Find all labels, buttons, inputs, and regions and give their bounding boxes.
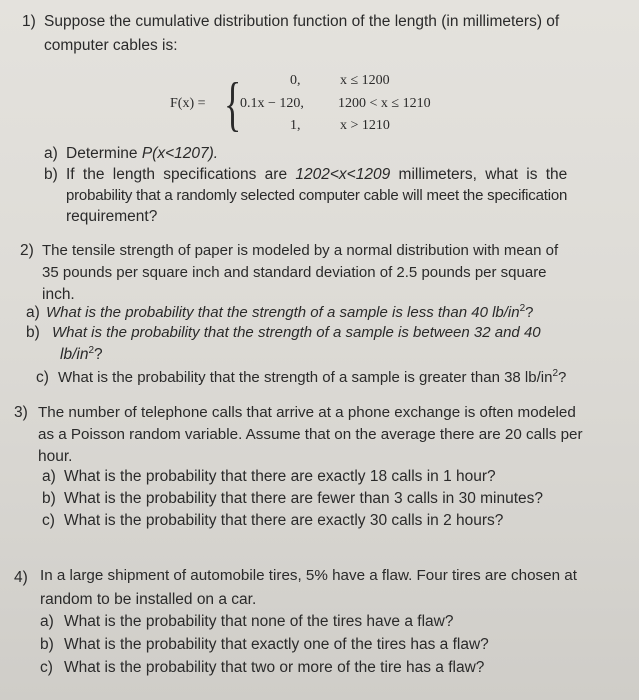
q2-number: 2): [20, 242, 34, 259]
q1b-line1-italic: 1202<x<1209: [295, 166, 391, 183]
q3c-text: What is the probability that there are exactly 30 calls in 2 hours?: [64, 512, 504, 529]
q4c-label: c): [40, 659, 53, 676]
q4-line2: random to be installed on a car.: [40, 591, 257, 608]
q1b-line3: requirement?: [66, 208, 158, 225]
q1b-label: b): [44, 166, 58, 183]
q2c-end: ?: [558, 369, 567, 386]
q2a-end: ?: [525, 304, 534, 321]
q4a-text: What is the probability that none of the tires have a flaw?: [64, 613, 454, 630]
q2a-label: a): [26, 304, 40, 321]
q3b-label: b): [42, 490, 56, 507]
q4-number: 4): [14, 569, 28, 586]
cdf-lhs: F(x) =: [170, 96, 206, 111]
q1b-line1-pre: If the length specifications are: [66, 166, 288, 183]
q2a-text-main: What is the probability that the strength of a sample is less than 40 lb/in: [46, 304, 520, 321]
q2c-label: c): [36, 369, 49, 386]
q3-line3: hour.: [38, 448, 73, 465]
q2-line3: inch.: [42, 286, 75, 303]
cdf-row2-value: 0.1x − 120,: [240, 96, 304, 111]
q2-line1: The tensile strength of paper is modeled by a normal distribution with mean of: [42, 242, 559, 259]
q3a-label: a): [42, 468, 56, 485]
q2b-end: ?: [94, 346, 103, 363]
q2b-line1-text: What is the probability that the strength of a sample is between 32 and 40: [52, 324, 541, 341]
q2b-line1: [52, 323, 541, 343]
cdf-row1-value: 0,: [290, 73, 301, 88]
q2a-text: [46, 303, 534, 323]
cdf-row3-condition: x > 1210: [340, 118, 390, 133]
q3-line1: The number of telephone calls that arrive at a phone exchange is often modeled: [38, 404, 576, 421]
q3c-label: c): [42, 512, 55, 529]
cdf-row1-condition: x ≤ 1200: [340, 73, 390, 88]
q1a-text-italic: P(x<1207).: [141, 145, 219, 162]
q4-line1: In a large shipment of automobile tires, 5% have a flaw. Four tires are chosen at: [40, 567, 577, 584]
q1-number: 1): [22, 13, 36, 30]
q3-line2: as a Poisson random variable. Assume that on the average there are 20 calls per: [38, 426, 583, 443]
q2-line2: 35 pounds per square inch and standard deviation of 2.5 pounds per square: [42, 264, 547, 281]
q2c-sup: 2: [552, 368, 559, 379]
q3b-text: What is the probability that there are fewer than 3 calls in 30 minutes?: [64, 490, 544, 507]
q4b-text: What is the probability that exactly one of the tires has a flaw?: [64, 636, 489, 653]
q1a-label: a): [44, 145, 58, 162]
q3-number: 3): [14, 404, 28, 421]
q2a-sup: 2: [519, 303, 526, 314]
q1b-line1: [66, 165, 567, 185]
q2c-text-main: What is the probability that the strength of a sample is greater than 38 lb/in: [58, 369, 553, 386]
cdf-brace: {: [224, 71, 242, 137]
q4b-label: b): [40, 636, 54, 653]
q3a-text: What is the probability that there are exactly 18 calls in 1 hour?: [64, 468, 496, 485]
q2b-sup: 2: [88, 344, 94, 356]
q1-line2: computer cables is:: [44, 37, 178, 54]
q2b-label: b): [26, 324, 40, 341]
q4c-text: What is the probability that two or more of the tire has a flaw?: [64, 659, 485, 676]
q2c-text: [58, 368, 566, 388]
cdf-row3-value: 1,: [290, 118, 301, 133]
q4a-label: a): [40, 613, 54, 630]
q1b-line1-post: millimeters, what is the: [398, 166, 568, 183]
q2b-line2-text: lb/in: [60, 346, 89, 363]
q1-line1: Suppose the cumulative distribution function of the length (in millimeters) of: [44, 13, 560, 30]
q1b-line2: probability that a randomly selected computer cable will meet the specification: [66, 187, 568, 204]
q1a-text: [66, 144, 218, 164]
q1a-text-plain: Determine: [66, 145, 138, 162]
cdf-row2-condition: 1200 < x ≤ 1210: [338, 96, 431, 111]
q2b-line2: [60, 345, 103, 365]
